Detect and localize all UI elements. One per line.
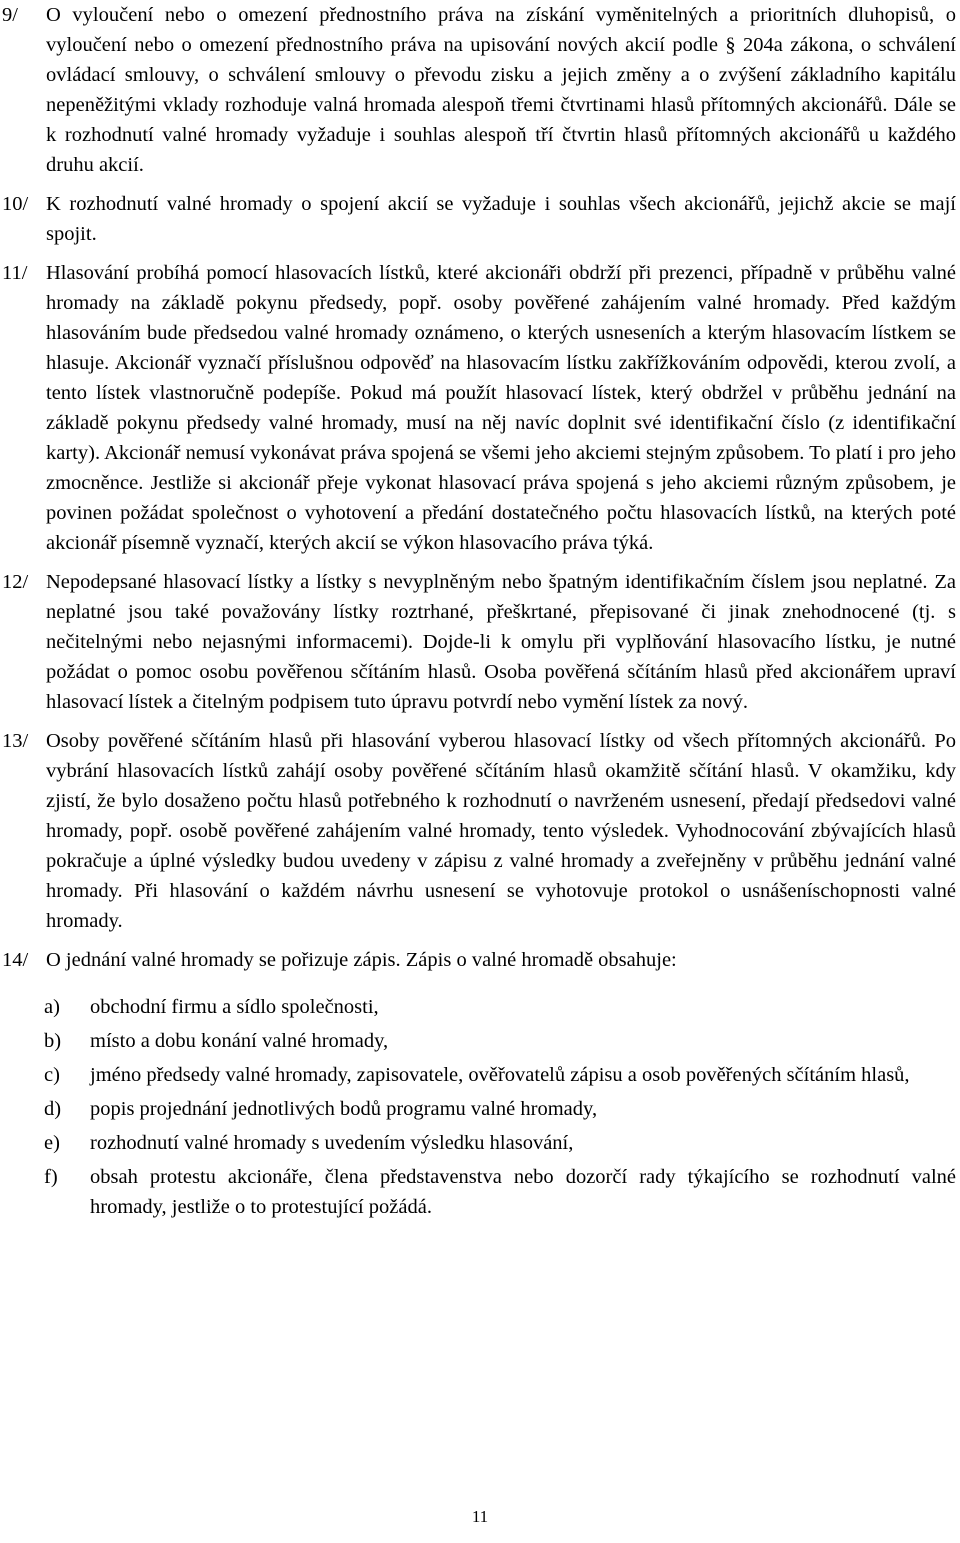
list-item-letter: e): [44, 1132, 60, 1154]
list-item-text: místo a dobu konání valné hromady,: [90, 1030, 389, 1052]
list-item-text: jméno předsedy valné hromady, zapisovatele, ověřovatelů zápisu a osob pověřených sčítáním hlasů,: [90, 1064, 910, 1086]
paragraph-number: 14/: [2, 949, 29, 971]
paragraph-text: Nepodepsané hlasovací lístky a lístky s nevyplněným nebo špatným identifikačním číslem jsou neplatné. Za neplatné jsou také považovány lístky roztrhané, přeškrtané, přepisované či jinak znehodnocené (tj. s nečitelnými nebo nejasnými informacemi). Dojde-li k omylu při vyplňování hlasovacího lístku, je nutné požádat o pomoc osobu pověřenou sčítáním hlasů. Osoba pověřená sčítáním hlasů před akcionářem upraví hlasovací lístek a čitelným podpisem tuto úpravu potvrdí nebo vymění lístek za nový.: [46, 571, 956, 713]
list-item-text: popis projednání jednotlivých bodů programu valné hromady,: [90, 1098, 598, 1120]
paragraph-text: O vyloučení nebo o omezení přednostního práva na získání vyměnitelných a prioritních dluhopisů, o vyloučení nebo o omezení přednostního práva na upisování nových akcií podle § 204a zákona, o schválení ovládací smlouvy, o schválení smlouvy o převodu zisku a jejich změny a o zvýšení základního kapitálu nepeněžitými vklady rozhoduje valná hromada alespoň třemi čtvrtinami hlasů přítomných akcionářů. Dále se k rozhodnutí valné hromady vyžaduje i souhlas alespoň tří čtvrtin hlasů přítomných akcionářů u každého druhu akcií.: [46, 4, 956, 176]
paragraph-9: [2, 0, 956, 180]
list-item: [44, 1128, 956, 1158]
paragraph-12: [2, 567, 956, 717]
list-item-letter: d): [44, 1098, 62, 1120]
paragraph-text: O jednání valné hromady se pořizuje zápis. Zápis o valné hromadě obsahuje:: [46, 949, 677, 971]
paragraph-text: Hlasování probíhá pomocí hlasovacích lístků, které akcionáři obdrží při prezenci, případně v průběhu valné hromady na základě pokynu předsedy, popř. osoby pověřené zahájením valné hromady. Před každým hlasováním bude předsedou valné hromady oznámeno, o kterých usneseních a kterým hlasovacím lístkem se hlasuje. Akcionář vyznačí příslušnou odpověď na hlasovacím lístku zakřížkováním odpovědi, kterou zvolí, a tento lístek vlastnoručně podepíše. Pokud má použít hlasovací lístek, který obdržel v průběhu jednání na základě pokynu předsedy valné hromady, musí na něj navíc doplnit své identifikační číslo (z identifikační karty). Akcionář nemusí vykonávat práva spojená se všemi jeho akciemi stejným způsobem. To platí i pro jeho zmocněnce. Jestliže si akcionář přeje vykonat hlasovací práva spojená s jeho akciemi různým způsobem, je povinen požádat společnost o vyhotovení a předání dostatečného počtu hlasovacích lístků, na kterých poté akcionář písemně vyznačí, kterých akcií se výkon hlasovacího práva týká.: [46, 262, 956, 554]
list-item-text: obchodní firmu a sídlo společnosti,: [90, 996, 379, 1018]
minutes-contents-list: [44, 992, 956, 1222]
paragraph-14: [2, 945, 956, 975]
paragraph-number: 11/: [2, 262, 28, 284]
list-item: [44, 992, 956, 1022]
paragraph-number: 12/: [2, 571, 29, 593]
page-number: 11: [471, 1507, 489, 1526]
paragraph-text: Osoby pověřené sčítáním hlasů při hlasování vyberou hlasovací lístky od všech přítomných akcionářů. Po vybrání hlasovacích lístků zahájí osoby pověřené sčítáním hlasů okamžitě sčítání hlasů. V okamžiku, kdy zjistí, že bylo dosaženo počtu hlasů potřebného k rozhodnutí o navrženém usnesení, předají předsedovi valné hromady, popř. osobě pověřené zahájením valné hromady, tento výsledek. Vyhodnocování zbývajících hlasů pokračuje a úplné výsledky budou uvedeny v zápisu z valné hromady a zveřejněny v průběhu jednání valné hromady. Při hlasování o každém návrhu usnesení se vyhotovuje protokol o usnášeníschopnosti valné hromady.: [46, 730, 956, 932]
paragraph-text: K rozhodnutí valné hromady o spojení akcií se vyžaduje i souhlas všech akcionářů, jejichž akcie se mají spojit.: [46, 193, 956, 245]
list-item-letter: c): [44, 1064, 60, 1086]
paragraph-number: 9/: [2, 4, 18, 26]
list-item-letter: b): [44, 1030, 62, 1052]
list-item-text: rozhodnutí valné hromady s uvedením výsledku hlasování,: [90, 1132, 574, 1154]
paragraph-number: 13/: [2, 730, 29, 752]
paragraph-10: [2, 189, 956, 249]
paragraph-11: [2, 258, 956, 558]
list-item-text: obsah protestu akcionáře, člena představenstva nebo dozorčí rady týkajícího se rozhodnutí valné hromady, jestliže o to protestující požádá.: [90, 1166, 956, 1218]
paragraph-13: [2, 726, 956, 936]
list-item: [44, 1060, 956, 1090]
list-item-letter: a): [44, 996, 60, 1018]
list-item-letter: f): [44, 1166, 58, 1188]
paragraph-number: 10/: [2, 193, 29, 215]
list-item: [44, 1162, 956, 1222]
list-item: [44, 1026, 956, 1056]
list-item: [44, 1094, 956, 1124]
